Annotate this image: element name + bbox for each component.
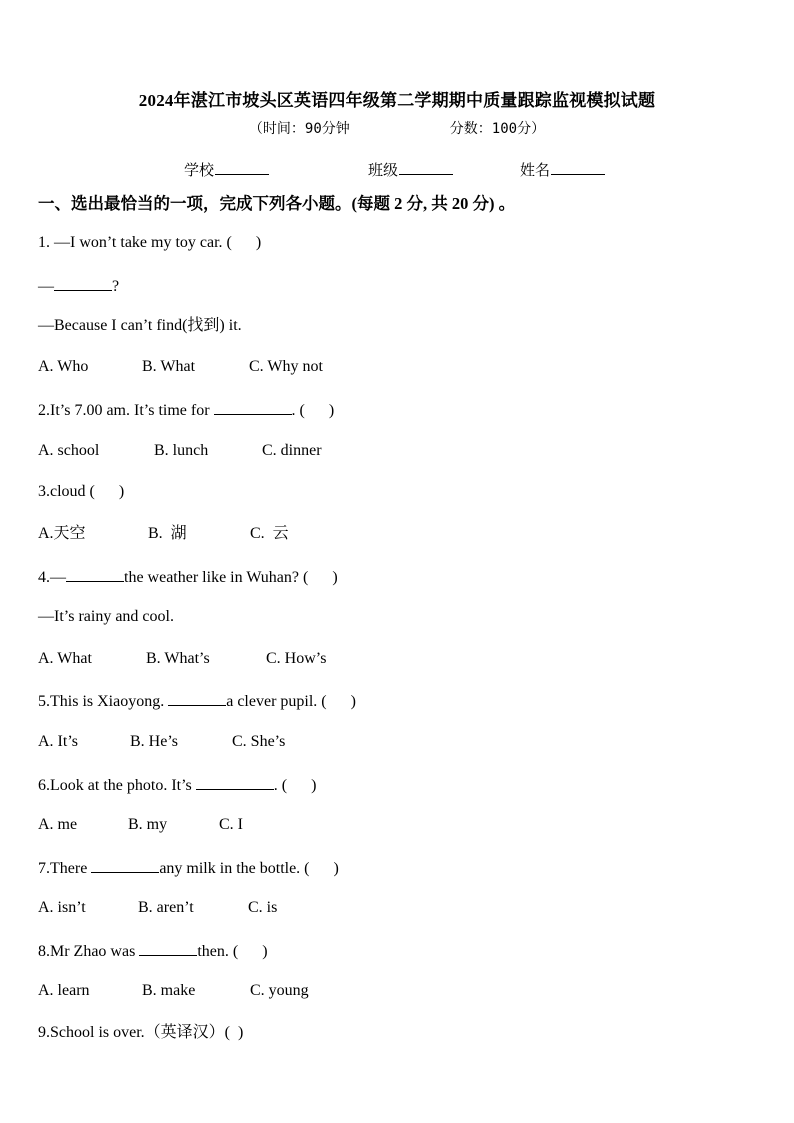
name-label: 姓名 bbox=[520, 163, 551, 179]
stem-text: any milk in the bottle. ( ) bbox=[159, 860, 339, 877]
section-heading-1: 一、选出最恰当的一项，完成下列各小题。(每题 2 分, 共 20 分) 。 bbox=[38, 194, 516, 213]
question-1-line3: —Because I can’t find(找到) it. bbox=[38, 317, 242, 334]
stem-text: . ( ) bbox=[273, 777, 317, 794]
option-b[interactable]: B. my bbox=[128, 816, 168, 833]
stem-text: 8.Mr Zhao was bbox=[38, 943, 140, 960]
stem-text: 4.— bbox=[38, 569, 66, 586]
option-c[interactable]: C. young bbox=[250, 982, 309, 999]
question-mark: ? bbox=[112, 278, 120, 295]
answer-blank[interactable] bbox=[54, 275, 112, 291]
option-b[interactable]: B. aren’t bbox=[138, 899, 194, 916]
exam-title: 2024年湛江市坡头区英语四年级第二学期期中质量跟踪监视模拟试题 bbox=[138, 91, 656, 110]
option-a[interactable]: A. isn’t bbox=[38, 899, 86, 916]
question-8-stem bbox=[38, 940, 268, 962]
option-c[interactable]: C. dinner bbox=[262, 442, 322, 459]
question-4-line2: —It’s rainy and cool. bbox=[38, 608, 174, 625]
class-blank[interactable] bbox=[399, 160, 453, 175]
stem-text: 2.It’s 7.00 am. It’s time for bbox=[38, 402, 214, 419]
option-a[interactable]: A. learn bbox=[38, 982, 90, 999]
answer-blank[interactable] bbox=[66, 566, 124, 582]
answer-blank[interactable] bbox=[168, 690, 226, 706]
option-a[interactable]: A. me bbox=[38, 816, 78, 833]
answer-blank[interactable] bbox=[196, 774, 274, 790]
question-9-stem: 9.School is over.（英译汉）( ) bbox=[38, 1024, 244, 1041]
option-a[interactable]: A.天空 bbox=[38, 525, 86, 542]
question-1-line2 bbox=[38, 275, 119, 297]
answer-blank[interactable] bbox=[139, 940, 197, 956]
option-b[interactable]: B. He’s bbox=[130, 733, 178, 750]
stem-text: then. ( ) bbox=[197, 943, 268, 960]
exam-time: （时间：90分钟 bbox=[248, 121, 350, 137]
option-a[interactable]: A. Who bbox=[38, 358, 89, 375]
exam-score: 分数：100分） bbox=[449, 121, 546, 137]
question-5-stem bbox=[38, 690, 356, 712]
option-c[interactable]: C. Why not bbox=[249, 358, 323, 375]
option-c[interactable]: C. 云 bbox=[250, 525, 289, 542]
name-field[interactable] bbox=[520, 159, 605, 180]
option-a[interactable]: A. school bbox=[38, 442, 100, 459]
option-b[interactable]: B. What’s bbox=[146, 650, 210, 667]
question-7-stem bbox=[38, 857, 339, 879]
school-blank[interactable] bbox=[215, 160, 269, 175]
option-b[interactable]: B. lunch bbox=[154, 442, 209, 459]
stem-text: the weather like in Wuhan? ( ) bbox=[124, 569, 338, 586]
option-b[interactable]: B. 湖 bbox=[148, 525, 187, 542]
school-label: 学校 bbox=[184, 163, 215, 179]
name-blank[interactable] bbox=[551, 160, 605, 175]
stem-text: 6.Look at the photo. It’s bbox=[38, 777, 196, 794]
stem-text: 5.This is Xiaoyong. bbox=[38, 693, 169, 710]
option-b[interactable]: B. make bbox=[142, 982, 196, 999]
option-a[interactable]: A. It’s bbox=[38, 733, 78, 750]
answer-blank[interactable] bbox=[91, 857, 159, 873]
stem-text: . ( ) bbox=[291, 402, 335, 419]
class-field[interactable] bbox=[368, 159, 453, 180]
option-c[interactable]: C. I bbox=[219, 816, 243, 833]
dash: — bbox=[38, 278, 54, 295]
class-label: 班级 bbox=[368, 163, 399, 179]
school-field[interactable] bbox=[184, 159, 269, 180]
stem-text: a clever pupil. ( ) bbox=[226, 693, 356, 710]
stem-text: 7.There bbox=[38, 860, 92, 877]
exam-subtitle bbox=[0, 118, 794, 138]
option-a[interactable]: A. What bbox=[38, 650, 92, 667]
option-c[interactable]: C. How’s bbox=[266, 650, 327, 667]
option-c[interactable]: C. She’s bbox=[232, 733, 286, 750]
option-c[interactable]: C. is bbox=[248, 899, 278, 916]
question-3-stem: 3.cloud ( ) bbox=[38, 483, 125, 500]
question-1-stem: 1. —I won’t take my toy car. ( ) bbox=[38, 234, 262, 251]
question-4-stem bbox=[38, 566, 338, 588]
question-2-stem bbox=[38, 399, 334, 421]
option-b[interactable]: B. What bbox=[142, 358, 196, 375]
answer-blank[interactable] bbox=[214, 399, 292, 415]
question-6-stem bbox=[38, 774, 316, 796]
